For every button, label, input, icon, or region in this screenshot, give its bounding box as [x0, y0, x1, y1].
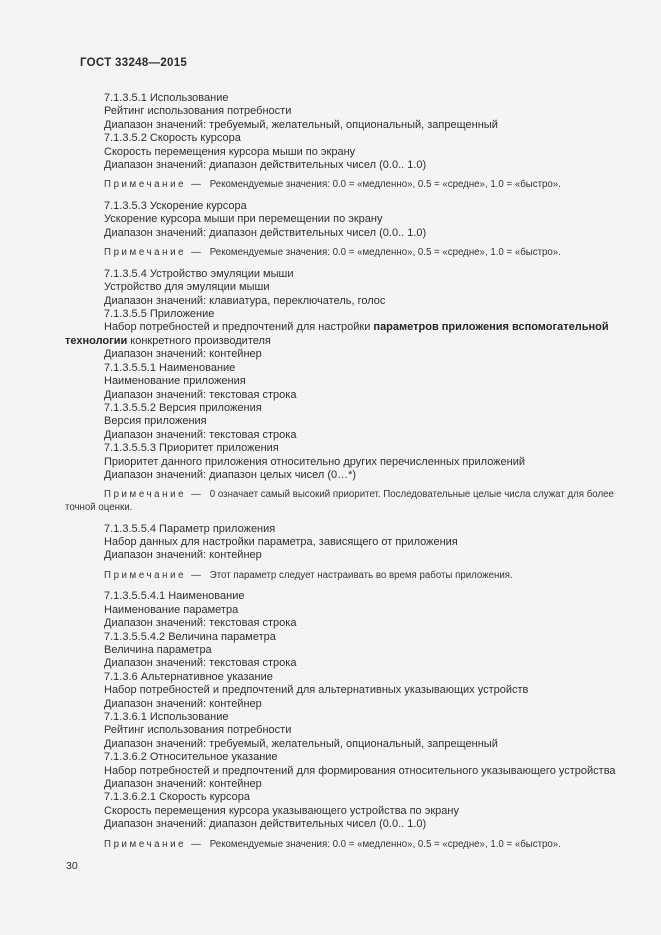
paragraph: Диапазон значений: требуемый, желательный, опциональный, запрещенный	[104, 118, 498, 131]
paragraph: 7.1.3.6 Альтернативное указание	[104, 670, 273, 683]
note-label: Примечание	[104, 247, 187, 259]
note-label: Примечание	[104, 179, 187, 191]
paragraph: Устройство для эмуляции мыши	[104, 281, 270, 294]
paragraph: Ускорение курсора мыши при перемещении по экрану	[104, 213, 383, 226]
paragraph: Диапазон значений: контейнер	[104, 549, 262, 562]
paragraph-bold-text: параметров приложения вспомогательной технологии	[65, 321, 609, 347]
paragraph: 7.1.3.6.2 Относительное указание	[104, 751, 278, 764]
paragraph: 7.1.3.5.5.4.2 Величина параметра	[104, 630, 276, 643]
paragraph: Диапазон значений: текстовая строка	[104, 657, 297, 670]
note-dash: —	[191, 489, 201, 501]
paragraph: Диапазон значений: клавиатура, переключатель, голос	[104, 294, 386, 307]
note-label: Примечание	[104, 569, 187, 581]
note-text: Рекомендуемые значения: 0.0 = «медленно», 0.5 = «средне», 1.0 = «быстро».	[209, 247, 561, 259]
paragraph: 7.1.3.5.5.2 Версия приложения	[104, 401, 262, 414]
paragraph: 7.1.3.5.5.4.1 Наименование	[104, 590, 245, 603]
paragraph: Диапазон значений: требуемый, желательный, опциональный, запрещенный	[104, 737, 498, 750]
paragraph: Скорость перемещения курсора мыши по экрану	[104, 145, 356, 158]
paragraph: Диапазон значений: диапазон целых чисел (0…*)	[104, 468, 357, 481]
note-label: Примечание	[104, 838, 187, 850]
paragraph: Диапазон значений: контейнер	[104, 778, 262, 791]
note	[65, 489, 616, 514]
note-text: 0 означает самый высокий приоритет. Последовательные целые числа служат для более точной оценки.	[65, 489, 614, 513]
page-header: ГОСТ 33248—2015	[80, 57, 188, 69]
paragraph: Величина параметра	[104, 643, 212, 656]
note-dash: —	[191, 838, 201, 850]
note-text: Этот параметр следует настраивать во время работы приложения.	[209, 569, 513, 581]
paragraph-text: конкретного производителя	[127, 334, 271, 347]
note-dash: —	[191, 179, 201, 191]
paragraph: Рейтинг использования потребности	[104, 724, 292, 737]
paragraph: Диапазон значений: диапазон действительных чисел (0.0.. 1.0)	[104, 159, 427, 172]
paragraph: Набор потребностей и предпочтений для формирования относительного указывающего устройства	[104, 764, 616, 777]
paragraph: Версия приложения	[104, 415, 207, 428]
paragraph: Диапазон значений: текстовая строка	[104, 388, 297, 401]
note	[65, 179, 616, 192]
paragraph-text: Набор потребностей и предпочтений для настройки	[104, 321, 374, 334]
paragraph: 7.1.3.5.2 Скорость курсора	[104, 132, 241, 145]
note-label: Примечание	[104, 489, 187, 501]
paragraph: 7.1.3.6.2.1 Скорость курсора	[104, 791, 251, 804]
note	[65, 570, 616, 583]
paragraph: Диапазон значений: контейнер	[104, 697, 262, 710]
paragraph: Скорость перемещения курсора указывающего устройства по экрану	[104, 804, 459, 817]
paragraph: 7.1.3.5.1 Использование	[104, 92, 229, 104]
paragraph: 7.1.3.5.4 Устройство эмуляции мыши	[104, 267, 294, 280]
note-text: Рекомендуемые значения: 0.0 = «медленно», 0.5 = «средне», 1.0 = «быстро».	[209, 838, 561, 850]
paragraph: 7.1.3.5.5.4 Параметр приложения	[104, 522, 276, 535]
paragraph: 7.1.3.5.3 Ускорение курсора	[104, 200, 247, 213]
paragraph: Рейтинг использования потребности	[104, 105, 292, 118]
note-dash: —	[191, 247, 201, 259]
paragraph: Набор потребностей и предпочтений для альтернативных указывающих устройств	[104, 684, 529, 697]
note-text: Рекомендуемые значения: 0.0 = «медленно», 0.5 = «средне», 1.0 = «быстро».	[209, 179, 561, 191]
paragraph: Наименование параметра	[104, 603, 239, 616]
paragraph	[65, 321, 616, 348]
paragraph: Диапазон значений: диапазон действительных чисел (0.0.. 1.0)	[104, 226, 427, 239]
paragraph: Приоритет данного приложения относительно других перечисленных приложений	[104, 455, 526, 468]
paragraph: Набор данных для настройки параметра, зависящего от приложения	[104, 535, 458, 548]
note	[65, 839, 616, 852]
document-content	[65, 92, 616, 851]
paragraph: Диапазон значений: контейнер	[104, 348, 262, 361]
paragraph: 7.1.3.5.5.1 Наименование	[104, 361, 236, 374]
paragraph: Наименование приложения	[104, 375, 246, 388]
paragraph: 7.1.3.5.5.3 Приоритет приложения	[104, 442, 279, 455]
note	[65, 247, 616, 260]
note-dash: —	[191, 569, 201, 581]
paragraph: Диапазон значений: диапазон действительных чисел (0.0.. 1.0)	[104, 818, 427, 831]
paragraph: 7.1.3.5.5 Приложение	[104, 308, 215, 321]
paragraph: Диапазон значений: текстовая строка	[104, 428, 297, 441]
page-number: 30	[66, 860, 78, 873]
paragraph: Диапазон значений: текстовая строка	[104, 617, 297, 630]
paragraph: 7.1.3.6.1 Использование	[104, 711, 229, 723]
